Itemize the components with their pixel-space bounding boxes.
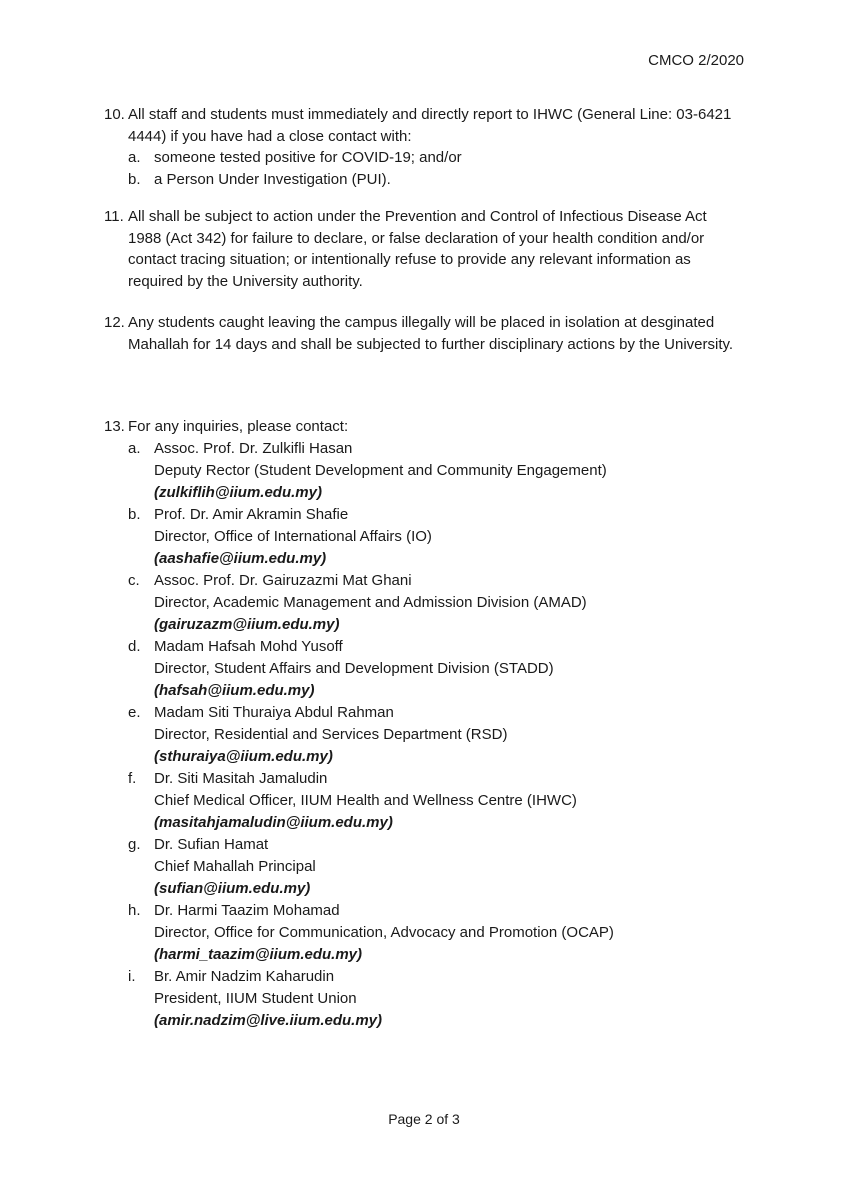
contact-letter: i. bbox=[128, 967, 136, 985]
sub-item-letter: a. bbox=[128, 149, 141, 166]
contact-name: Br. Amir Nadzim Kaharudin bbox=[154, 967, 335, 985]
page-number: Page 2 of 3 bbox=[388, 1111, 460, 1127]
contact-letter: f. bbox=[128, 769, 137, 787]
sub-item-text: a Person Under Investigation (PUI). bbox=[154, 170, 391, 188]
list-item-13 bbox=[104, 416, 744, 1032]
sub-item bbox=[128, 147, 744, 169]
contact-email: (hafsah@iium.edu.my) bbox=[154, 681, 315, 699]
contact-name: Dr. Harmi Taazim Mohamad bbox=[154, 901, 340, 919]
document-reference: CMCO 2/2020 bbox=[648, 52, 744, 69]
contact-name: Assoc. Prof. Dr. Zulkifli Hasan bbox=[154, 439, 353, 457]
contact-position: Chief Medical Officer, IIUM Health and Wellness Centre (IHWC) bbox=[154, 791, 577, 809]
item-text: Any students caught leaving the campus illegally will be placed in isolation at desginated Mahallah for 14 days and shall be subjected to further disciplinary actions by the University. bbox=[128, 314, 734, 353]
contact-name: Assoc. Prof. Dr. Gairuzazmi Mat Ghani bbox=[154, 571, 412, 589]
contact-letter: g. bbox=[128, 835, 141, 853]
contact-entry bbox=[128, 900, 744, 966]
contact-entry bbox=[128, 768, 744, 834]
contact-position: Chief Mahallah Principal bbox=[154, 857, 316, 875]
list-item-12 bbox=[104, 312, 744, 355]
contact-entry bbox=[128, 636, 744, 702]
contact-email: (harmi_taazim@iium.edu.my) bbox=[154, 945, 363, 963]
contact-entry bbox=[128, 504, 744, 570]
item-text: All shall be subject to action under the Prevention and Control of Infectious Disease Act 1988 (Act 342) for failure to declare, or false declaration of your health condition and/or contact tracing situation; or intentionally refuse to provide any relevant information as required by the University authority. bbox=[128, 208, 707, 290]
contact-position: President, IIUM Student Union bbox=[154, 989, 357, 1007]
contact-position: Director, Student Affairs and Development Division (STADD) bbox=[154, 659, 554, 677]
contact-position: Director, Academic Management and Admission Division (AMAD) bbox=[154, 593, 587, 611]
item-number: 11. bbox=[104, 208, 124, 225]
contact-letter: d. bbox=[128, 637, 141, 655]
contact-letter: h. bbox=[128, 901, 141, 919]
contact-name: Dr. Sufian Hamat bbox=[154, 835, 269, 853]
contact-email: (gairuzazm@iium.edu.my) bbox=[154, 615, 340, 633]
list-item-10 bbox=[104, 104, 744, 190]
contact-letter: e. bbox=[128, 703, 141, 721]
contact-email: (sufian@iium.edu.my) bbox=[154, 879, 311, 897]
contact-entry bbox=[128, 702, 744, 768]
contact-name: Madam Hafsah Mohd Yusoff bbox=[154, 637, 343, 655]
item-text: For any inquiries, please contact: bbox=[128, 418, 349, 435]
item-number: 12. bbox=[104, 314, 125, 331]
item-number: 10. bbox=[104, 106, 125, 123]
sub-item-text: someone tested positive for COVID-19; and/or bbox=[154, 149, 462, 166]
contact-email: (amir.nadzim@live.iium.edu.my) bbox=[154, 1011, 383, 1029]
contact-position: Director, Residential and Services Department (RSD) bbox=[154, 725, 508, 743]
contact-name: Madam Siti Thuraiya Abdul Rahman bbox=[154, 703, 394, 721]
item-number: 13. bbox=[104, 418, 125, 435]
contact-position: Director, Office for Communication, Advocacy and Promotion (OCAP) bbox=[154, 923, 614, 941]
contact-name: Prof. Dr. Amir Akramin Shafie bbox=[154, 505, 349, 523]
sub-item bbox=[128, 169, 744, 191]
contact-name: Dr. Siti Masitah Jamaludin bbox=[154, 769, 328, 787]
item-text: All staff and students must immediately and directly report to IHWC (General Line: 03-6421 4444) if you have had a close contact with: bbox=[128, 106, 732, 145]
list-item-11 bbox=[104, 206, 744, 292]
sub-item-letter: b. bbox=[128, 170, 141, 188]
contact-position: Director, Office of International Affairs (IO) bbox=[154, 527, 432, 545]
contact-letter: c. bbox=[128, 571, 140, 589]
contact-entry bbox=[128, 570, 744, 636]
contact-email: (aashafie@iium.edu.my) bbox=[154, 549, 327, 567]
contact-position: Deputy Rector (Student Development and Community Engagement) bbox=[154, 461, 607, 479]
contact-letter: a. bbox=[128, 439, 141, 457]
contact-email: (sthuraiya@iium.edu.my) bbox=[154, 747, 333, 765]
contact-entry bbox=[128, 834, 744, 900]
contact-email: (zulkiflih@iium.edu.my) bbox=[154, 483, 322, 501]
contact-email: (masitahjamaludin@iium.edu.my) bbox=[154, 813, 393, 831]
contact-letter: b. bbox=[128, 505, 141, 523]
contact-entry bbox=[128, 438, 744, 504]
contact-entry bbox=[128, 966, 744, 1032]
